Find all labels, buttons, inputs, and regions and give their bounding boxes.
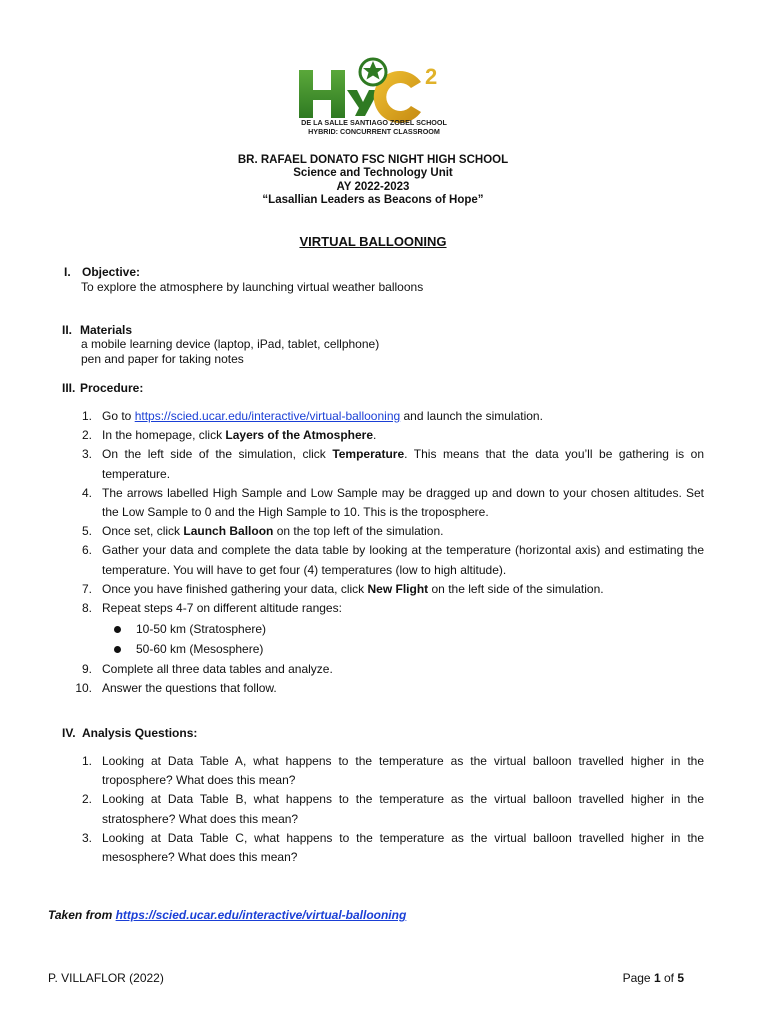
- altitude-range-item: [102, 619, 704, 639]
- motto: “Lasallian Leaders as Beacons of Hope”: [262, 194, 484, 207]
- objective-heading-label: Objective:: [82, 265, 141, 279]
- step-text: Repeat steps 4-7 on different altitude ranges:: [102, 601, 342, 616]
- step-number: 10.: [75, 681, 92, 696]
- step-number: 6.: [81, 543, 92, 558]
- svg-text:2: 2: [425, 64, 438, 89]
- step-emphasis: New Flight: [367, 581, 429, 596]
- objective-text: To explore the atmosphere by launching virtual weather balloons: [81, 280, 424, 294]
- page-of: of: [660, 971, 678, 985]
- altitude-range-label: 50-60 km (Mesosphere): [136, 642, 264, 657]
- logo-school-name: DE LA SALLE SANTIAGO ZOBEL SCHOOL: [301, 118, 447, 127]
- step-text: Once you have finished gathering your data, click: [102, 581, 368, 596]
- source-credit: [48, 908, 406, 922]
- step-emphasis: Temperature: [332, 447, 405, 462]
- question-text: Looking at Data Table A, what happens to the temperature as the virtual balloon travelled higher in the troposphere? What does this mean?: [102, 754, 704, 788]
- step-text: In the homepage, click: [102, 428, 226, 443]
- analysis-heading-label: Analysis Questions:: [82, 726, 198, 740]
- procedure-step: [64, 660, 704, 679]
- step-number: 4.: [81, 485, 92, 500]
- step-text-end: and launch the simulation.: [400, 409, 543, 423]
- step-number: 8.: [81, 601, 92, 616]
- question-number: 2.: [81, 792, 92, 807]
- altitude-range-item: [102, 639, 704, 659]
- step-number: 9.: [81, 662, 92, 677]
- procedure-step: [64, 445, 704, 483]
- altitude-range-label: 10-50 km (Stratosphere): [136, 622, 267, 637]
- school-header: [0, 154, 746, 208]
- step-number: 2.: [81, 428, 92, 443]
- document-title: VIRTUAL BALLOONING: [299, 234, 447, 249]
- bullet-dot-icon: [114, 626, 121, 633]
- procedure-heading-label: Procedure:: [80, 381, 144, 395]
- procedure-step: [64, 541, 704, 579]
- step-text-end: . This means that the data you’ll be gathering is on temperature.: [102, 447, 704, 481]
- step-text-end: on the left side of the simulation.: [428, 581, 604, 596]
- step-number: 3.: [81, 447, 92, 462]
- simulation-link[interactable]: https://scied.ucar.edu/interactive/virtual-ballooning: [134, 409, 401, 423]
- step-text: Answer the questions that follow.: [102, 681, 277, 696]
- question-number: 1.: [81, 754, 92, 768]
- school-name: BR. RAFAEL DONATO FSC NIGHT HIGH SCHOOL: [237, 154, 509, 166]
- analysis-questions: [64, 752, 704, 867]
- procedure-step: [64, 679, 704, 698]
- materials-heading: [62, 323, 132, 337]
- materials-number: II.: [62, 323, 73, 337]
- step-text: Gather your data and complete the data table by looking at the temperature (horizontal axis) and estimating the temperature. You will have to get four (4) temperatures (low to high altitude).: [102, 543, 704, 577]
- analysis-question: [64, 829, 704, 867]
- logo-program-name: HYBRID: CONCURRENT CLASSROOM: [308, 127, 440, 136]
- procedure-step: [64, 580, 704, 599]
- step-text: On the left side of the simulation, click: [102, 447, 333, 462]
- procedure-step: [64, 426, 704, 445]
- total-pages: 5: [677, 971, 684, 985]
- analysis-question: [64, 790, 704, 828]
- procedure-step: [64, 522, 704, 541]
- question-text: Looking at Data Table C, what happens to the temperature as the virtual balloon travelled higher in the mesosphere? What does this mean?: [102, 830, 704, 865]
- procedure-number: III.: [62, 381, 76, 395]
- page-indicator: [623, 971, 684, 985]
- current-page: 1: [653, 971, 661, 985]
- analysis-number: IV.: [62, 726, 76, 740]
- procedure-step: [64, 599, 704, 659]
- step-text: Once set, click: [102, 524, 184, 539]
- question-text: Looking at Data Table B, what happens to the temperature as the virtual balloon travelled higher in the stratosphere? What does this mean?: [102, 792, 704, 826]
- page-prefix: Page: [622, 971, 654, 985]
- academic-year: AY 2022-2023: [336, 180, 410, 193]
- source-link[interactable]: https://scied.ucar.edu/interactive/virtual-ballooning: [115, 908, 407, 922]
- step-text-end: on the top left of the simulation.: [273, 524, 444, 539]
- step-number: 1.: [81, 409, 92, 423]
- objective-heading: [64, 265, 140, 279]
- unit-name: Science and Technology Unit: [293, 167, 453, 180]
- step-text-end: .: [373, 428, 377, 443]
- bullet-dot-icon: [114, 646, 121, 653]
- procedure-heading: [62, 381, 143, 395]
- step-text: Complete all three data tables and analyze.: [102, 662, 333, 677]
- materials-item: a mobile learning device (laptop, iPad, tablet, cellphone): [81, 337, 380, 351]
- step-number: 7.: [81, 581, 92, 596]
- materials-item: pen and paper for taking notes: [81, 352, 244, 366]
- procedure-steps: [64, 407, 704, 699]
- procedure-step: [64, 407, 704, 426]
- question-number: 3.: [81, 830, 92, 845]
- step-number: 5.: [81, 524, 92, 539]
- analysis-heading: [62, 726, 197, 740]
- materials-list: [81, 337, 379, 367]
- step-text: Go to: [102, 409, 135, 423]
- procedure-step: [64, 484, 704, 522]
- school-logo: [297, 56, 451, 142]
- analysis-question: [64, 752, 704, 790]
- step-emphasis: Layers of the Atmosphere: [225, 428, 373, 443]
- step-text: The arrows labelled High Sample and Low Sample may be dragged up and down to your chosen altitudes. Set the Low Sample to 0 and the High Sample to 10. This is the troposphere.: [102, 485, 704, 520]
- materials-heading-label: Materials: [80, 323, 133, 337]
- footer-author: P. VILLAFLOR (2022): [48, 971, 164, 985]
- altitude-range-list: [102, 619, 704, 659]
- source-prefix: Taken from: [48, 908, 116, 922]
- step-emphasis: Launch Balloon: [183, 524, 274, 539]
- objective-number: I.: [64, 265, 71, 279]
